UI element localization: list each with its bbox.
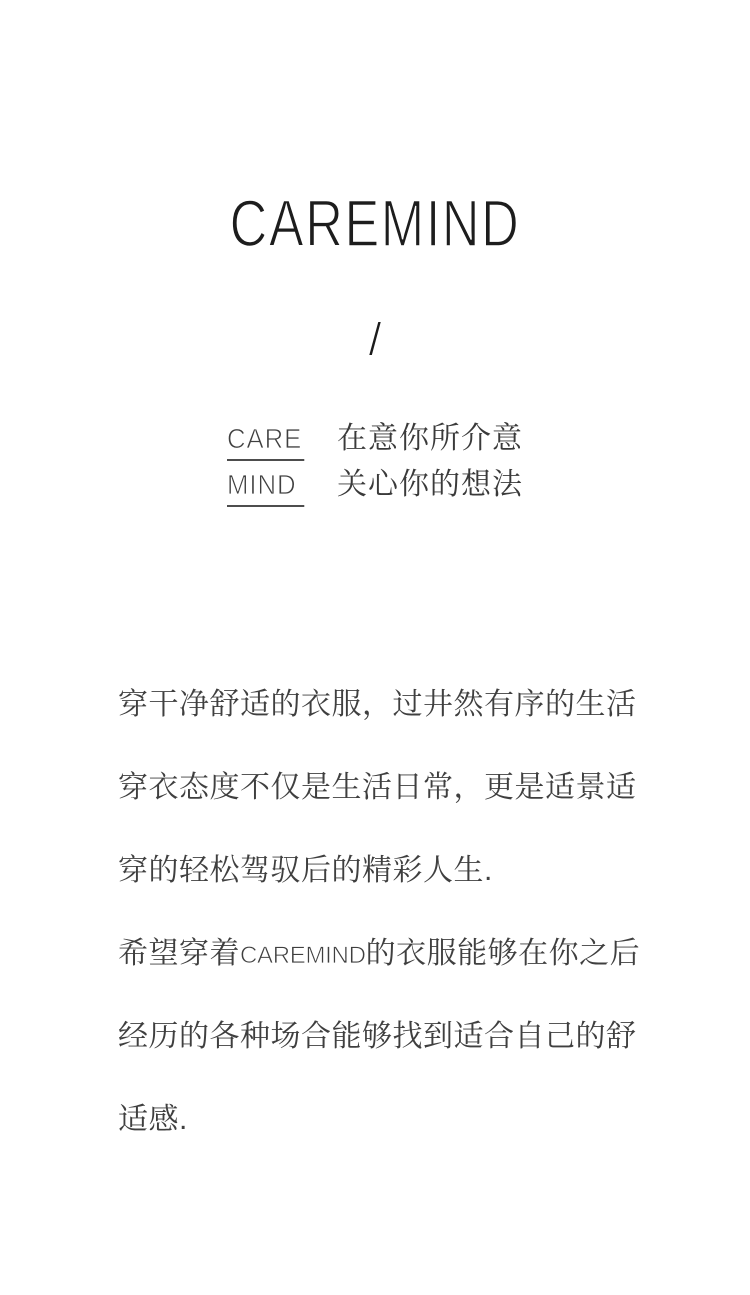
tagline-row-mind (227, 459, 523, 507)
tagline-latin-care: CARE (227, 423, 304, 461)
slash-divider-icon: / (368, 313, 382, 365)
body-paragraph (118, 663, 678, 1161)
body-line-4-suffix: 的衣服能够在你之后 (365, 937, 641, 970)
tagline-row-care (227, 413, 523, 461)
tagline-chinese-care: 在意你所介意 (337, 422, 523, 455)
body-line-3: 穿的轻松驾驭后的精彩人生. (118, 854, 493, 887)
body-line-1: 穿干净舒适的衣服，过井然有序的生活 (118, 688, 637, 721)
tagline-chinese-mind: 关心你的想法 (337, 468, 523, 501)
body-line-4-prefix: 希望穿着 (118, 937, 240, 970)
brand-logo: CAREMIND (229, 186, 521, 260)
body-line-4 (118, 912, 678, 995)
body-line-5: 经历的各种场合能够找到适合自己的舒 (118, 1020, 637, 1053)
body-line-4-brand-name: CAREMIND (240, 942, 366, 969)
body-line-2: 穿衣态度不仅是生活日常，更是适景适 (118, 771, 637, 804)
body-line-6: 适感. (118, 1103, 188, 1136)
tagline-latin-mind: MIND (227, 469, 304, 507)
